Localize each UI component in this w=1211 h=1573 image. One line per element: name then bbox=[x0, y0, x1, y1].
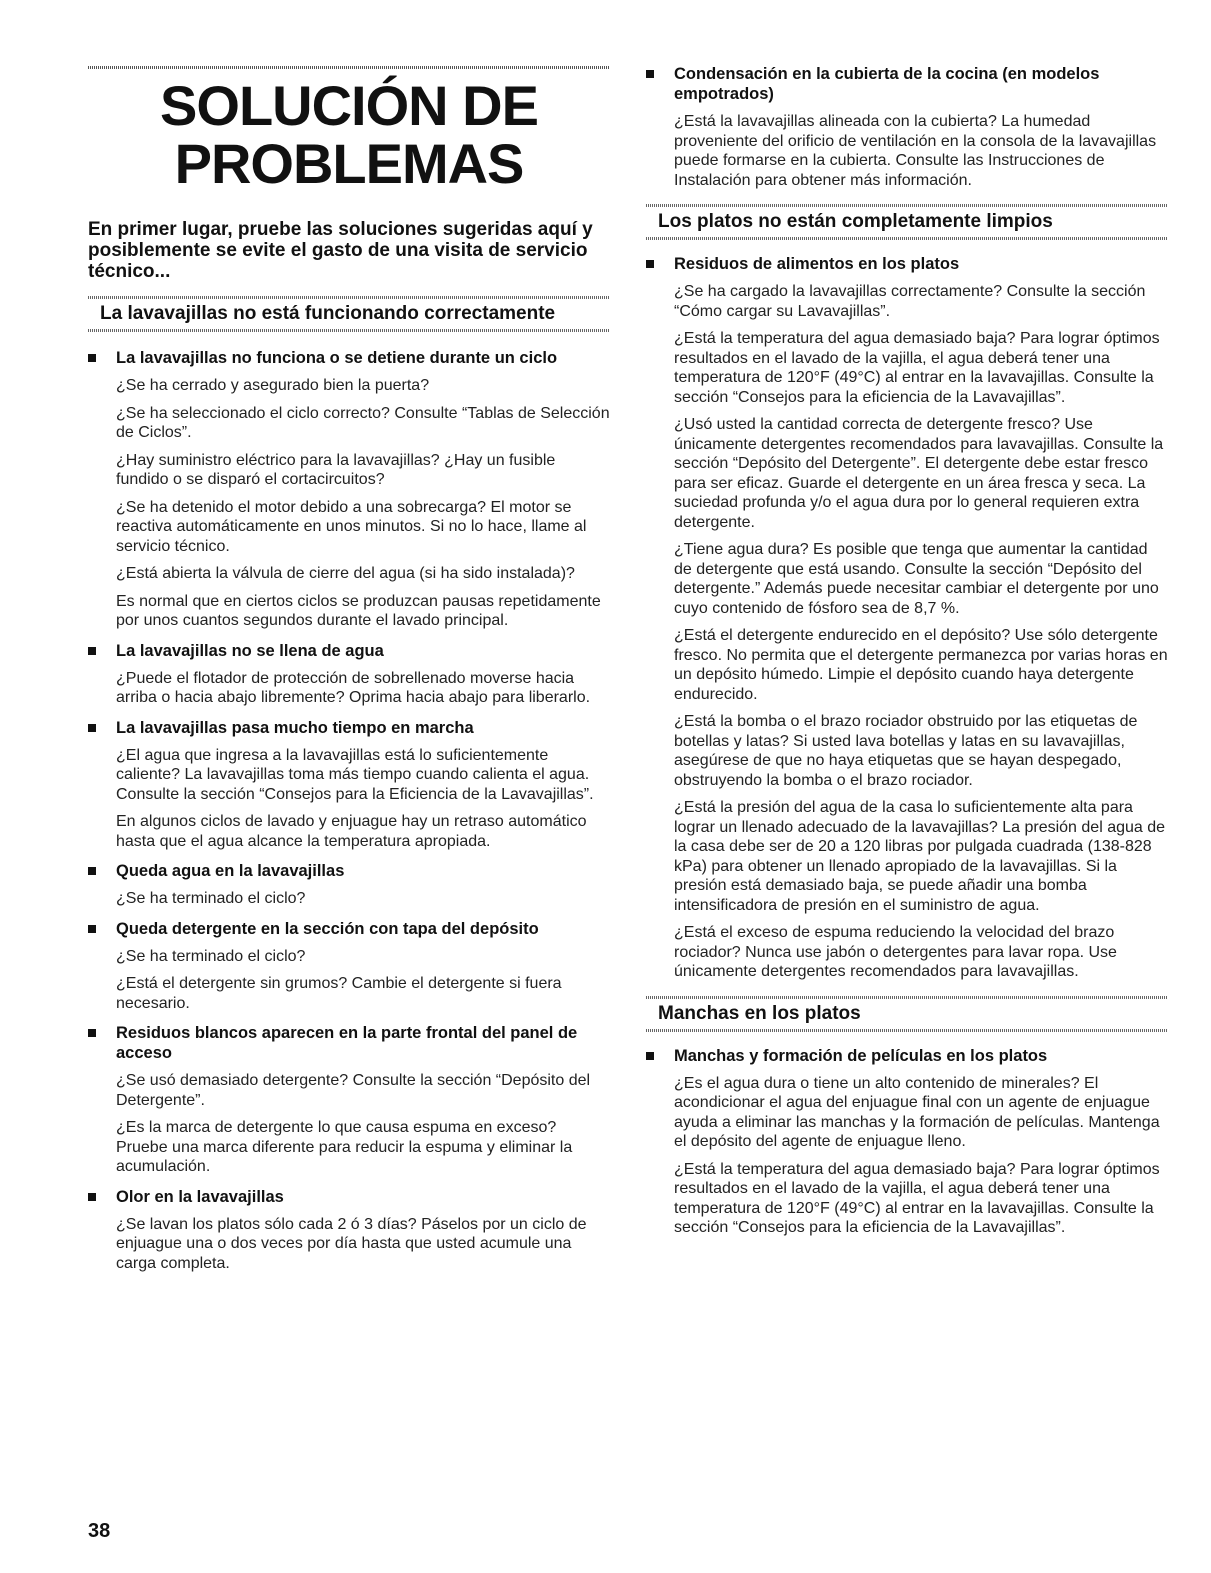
list-item bbox=[88, 1187, 610, 1274]
paragraph: ¿Está el detergente sin grumos? Cambie el detergente si fuera necesario. bbox=[116, 975, 562, 1012]
square-bullet-icon bbox=[646, 1052, 654, 1060]
paragraph: ¿Usó usted la cantidad correcta de detergente fresco? Use únicamente detergentes recomendados para lavavajillas. Consulte la sección “Depósito del Detergente”. El detergente debe estar fresco para ser eficaz. Guarde el detergente en un área fresca y seca. La suciedad profunda y/o el agua dura por lo general requieren extra detergente. bbox=[674, 416, 1164, 531]
item-heading: Manchas y formación de películas en los platos bbox=[674, 1046, 1048, 1065]
paragraph: ¿El agua que ingresa a la lavavajillas está lo suficientemente caliente? La lavavajillas toma más tiempo cuando calienta el agua. Consulte la sección “Consejos para la Eficiencia de la Lavavajillas”. bbox=[116, 746, 594, 803]
paragraph: ¿Está el exceso de espuma reduciendo la velocidad del brazo rociador? Nunca use jabón o detergentes para lavar ropa. Use únicamente detergentes recomendados para lavavajillas. bbox=[674, 924, 1117, 980]
item-heading: Queda detergente en la sección con tapa del depósito bbox=[116, 919, 539, 938]
item-heading: Residuos blancos aparecen en la parte frontal del panel de acceso bbox=[116, 1024, 578, 1062]
paragraph: ¿Es el agua dura o tiene un alto contenido de minerales? El acondicionar el agua del enjuague final con un agente de enjuague ayuda a eliminar las manchas y la formación de películas. Mantenga el depósito del agente de enjuague lleno. bbox=[674, 1074, 1160, 1150]
paragraph: ¿Se ha detenido el motor debido a una sobrecarga? El motor se reactiva automáticamente en unos minutos. Si no lo hace, llame al servicio técnico. bbox=[116, 498, 587, 555]
square-bullet-icon bbox=[646, 70, 654, 78]
list-item bbox=[88, 861, 610, 909]
paragraph: ¿Hay suministro eléctrico para la lavavajillas? ¿Hay un fusible fundido o se disparó el cortacircuitos? bbox=[116, 451, 556, 488]
paragraph: ¿Se ha terminado el ciclo? bbox=[116, 890, 306, 907]
list-item bbox=[88, 718, 610, 852]
item-heading: Queda agua en la lavavajillas bbox=[116, 862, 345, 880]
paragraph: ¿Está la bomba o el brazo rociador obstruido por las etiquetas de botellas y latas? Si usted lava botellas y latas en su lavavajillas, asegúrese de que no haya etiquetas que se hayan despegado, obstruyendo la bomba o el brazo rociador. bbox=[674, 713, 1138, 789]
square-bullet-icon bbox=[88, 724, 96, 732]
list-item bbox=[646, 1046, 1168, 1238]
square-bullet-icon bbox=[646, 260, 654, 268]
page-number: 38 bbox=[88, 1520, 111, 1542]
section-title: Los platos no están completamente limpios bbox=[658, 211, 1053, 232]
paragraph: ¿Se ha cerrado y asegurado bien la puerta? bbox=[116, 377, 430, 394]
square-bullet-icon bbox=[88, 925, 96, 933]
square-bullet-icon bbox=[88, 354, 96, 362]
section-title: La lavavajillas no está funcionando correctamente bbox=[100, 303, 556, 324]
item-heading: La lavavajillas pasa mucho tiempo en marcha bbox=[116, 718, 474, 737]
paragraph: ¿Está la presión del agua de la casa lo suficientemente alta para lograr un llenado adecuado de la lavavajillas? La presión del agua de la casa debe ser de 20 a 120 libras por pulgada cuadrada (138-828 kPa) para obtener un llenado apropiado de la lavavajillas. Si la presión está demasiado baja, se puede añadir una bomba intensificadora de presión en el suministro de agua. bbox=[674, 799, 1166, 914]
square-bullet-icon bbox=[88, 647, 96, 655]
item-heading: La lavavajillas no funciona o se detiene durante un ciclo bbox=[116, 349, 558, 367]
right-column bbox=[646, 0, 1168, 1238]
paragraph: ¿Está la temperatura del agua demasiado baja? Para lograr óptimos resultados en el lavado de la vajilla, el agua deberá tener una temperatura de 120°F (49°C) al entrar en la lavavajillas. Consulte la sección “Consejos para la eficiencia de la Lavavajillas”. bbox=[674, 330, 1160, 406]
paragraph: ¿Está la temperatura del agua demasiado baja? Para lograr óptimos resultados en el lavado de la vajilla, el agua deberá tener una temperatura de 120°F (49°C) al entrar en la lavavajillas. Consulte la sección “Consejos para la eficiencia de la Lavavajillas”. bbox=[674, 1160, 1160, 1236]
square-bullet-icon bbox=[88, 867, 96, 875]
paragraph: ¿Se usó demasiado detergente? Consulte la sección “Depósito del Detergente”. bbox=[116, 1072, 591, 1109]
item-heading: Olor en la lavavajillas bbox=[116, 1187, 284, 1206]
item-heading: Condensación en la cubierta de la cocina (en modelos empotrados) bbox=[674, 65, 1100, 103]
paragraph: ¿Se ha cargado la lavavajillas correctamente? Consulte la sección “Cómo cargar su Lavavajillas”. bbox=[674, 283, 1146, 320]
list-item bbox=[646, 64, 1168, 190]
list-item bbox=[88, 641, 610, 708]
left-column bbox=[88, 0, 610, 1273]
paragraph: ¿Se ha terminado el ciclo? bbox=[116, 947, 306, 965]
paragraph: ¿Puede el flotador de protección de sobrellenado moverse hacia arriba o hacia abajo libremente? Oprima hacia abajo para liberarlo. bbox=[116, 669, 591, 706]
square-bullet-icon bbox=[88, 1029, 96, 1037]
list-item bbox=[88, 919, 610, 1014]
list-item bbox=[88, 1023, 610, 1177]
item-heading: La lavavajillas no se llena de agua bbox=[116, 641, 384, 660]
page-title-line-2: PROBLEMAS bbox=[174, 132, 524, 195]
square-bullet-icon bbox=[88, 1193, 96, 1201]
item-heading: Residuos de alimentos en los platos bbox=[674, 255, 960, 273]
page-title bbox=[88, 74, 610, 195]
section-title: Manchas en los platos bbox=[658, 1002, 861, 1024]
paragraph: ¿Tiene agua dura? Es posible que tenga que aumentar la cantidad de detergente que está usando. Consulte la sección “Depósito del detergente.” Además puede necesitar cambiar el detergente por uno cuyo contenido de fósforo sea de 8,7 %. bbox=[674, 541, 1159, 617]
paragraph: ¿Está el detergente endurecido en el depósito? Use sólo detergente fresco. No permita que el detergente permanezca por varias horas en un depósito húmedo. Limpie el depósito cuando haya detergente endurecido. bbox=[674, 627, 1168, 703]
paragraph: ¿Está la lavavajillas alineada con la cubierta? La humedad proveniente del orificio de ventilación en la consola de la lavavajillas puede formarse en la cubierta. Consulte las Instrucciones de Instalación para obtener más información. bbox=[674, 113, 1157, 189]
paragraph: ¿Es la marca de detergente lo que causa espuma en exceso? Pruebe una marca diferente para reducir la espuma y eliminar la acumulación. bbox=[116, 1119, 573, 1175]
list-item bbox=[646, 254, 1168, 982]
intro-text: En primer lugar, pruebe las soluciones sugeridas aquí y posiblemente se evite el gasto de una visita de servicio técnico... bbox=[88, 219, 593, 282]
section-rule bbox=[646, 1029, 1168, 1032]
paragraph: Es normal que en ciertos ciclos se produzcan pausas repetidamente por unos cuantos segundos durante el lavado principal. bbox=[116, 592, 601, 629]
title-rule bbox=[88, 66, 610, 69]
paragraph: En algunos ciclos de lavado y enjuague hay un retraso automático hasta que el agua alcance la temperatura apropiada. bbox=[116, 813, 587, 850]
section-rule bbox=[88, 329, 610, 332]
paragraph: ¿Se ha seleccionado el ciclo correcto? Consulte “Tablas de Selección de Ciclos”. bbox=[116, 404, 610, 441]
paragraph: ¿Se lavan los platos sólo cada 2 ó 3 días? Páselos por un ciclo de enjuague una o dos veces por día hasta que usted acumule una carga completa. bbox=[116, 1215, 587, 1272]
list-item bbox=[88, 348, 610, 631]
paragraph: ¿Está abierta la válvula de cierre del agua (si ha sido instalada)? bbox=[116, 565, 575, 582]
section-rule bbox=[646, 237, 1168, 240]
page-title-line-1: SOLUCIÓN DE bbox=[160, 74, 538, 137]
